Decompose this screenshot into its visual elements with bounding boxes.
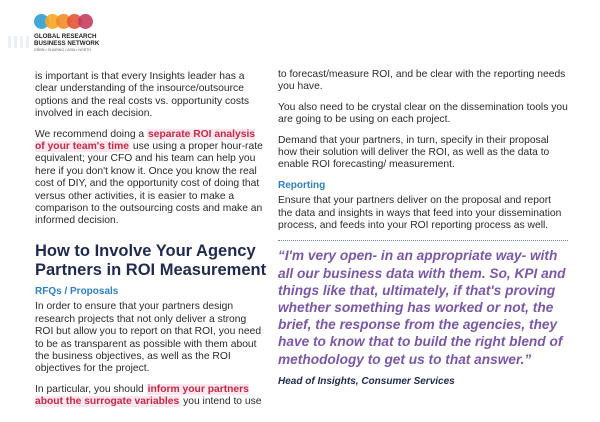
subheading-reporting: Reporting	[278, 179, 326, 191]
section-heading: How to Involve Your Agency Partners in ROI Measurement	[35, 241, 267, 279]
right-paragraph-3: Demand that your partners, in turn, specify in their proposal how their solution will deliver the ROI, as well as the data to enable ROI forecasting/ measurement.	[278, 134, 550, 171]
right-paragraph-2: You also need to be crystal clear on the dissemination tools you are going to be using on each project.	[278, 101, 568, 126]
right-paragraph-1: to forecast/measure ROI, and be clear with the reporting needs you have.	[278, 69, 566, 93]
highlight-roi-analysis: separate ROI analysis of your team's time	[35, 128, 256, 153]
text-run: you intend to use	[180, 396, 262, 408]
brand-tagline: GRBN • SHARING • ASIA • NORTH	[34, 48, 92, 52]
left-paragraph-3: In order to ensure that your partners design research projects that not only deliver a strong ROI but allow you to report on that ROI, you need to be as transparent as possible with them about the business objectives, as well as the ROI objectives for the project.	[35, 301, 262, 375]
dotted-divider	[278, 240, 568, 241]
text-run: use using a proper hour-rate equivalent; your CFO and his team can help you here if you don't know it. Once you know the real cost of DIY, and the opportunity cost of doing that versus other activities, it is easier to make a comparison to the outsourcing costs and make an informed decision.	[35, 141, 263, 227]
brand-name-line1: GLOBAL RESEARCH	[34, 33, 97, 40]
quote-attribution: Head of Insights, Consumer Services	[278, 375, 455, 387]
text-run: In particular, you should	[35, 383, 147, 395]
decorative-pattern	[8, 36, 32, 48]
pull-quote: “I'm very open- in an appropriate way- with all our business data with them. So, KPI and things like that, ultimately, if that's proving whether something has worked or not, the brief, the response from the agencies, they have to know that to build the right blend of methodology to get us to that answer.”	[278, 248, 566, 367]
highlight-inform-partners: inform your partners about the surrogate variables	[35, 383, 249, 408]
text-run: We recommend doing a	[35, 128, 147, 140]
left-paragraph-4	[35, 384, 267, 409]
right-column	[278, 69, 568, 396]
brand-name-line2: BUSINESS NETWORK	[34, 39, 100, 47]
brand-name	[34, 34, 114, 47]
brand-logo	[8, 6, 108, 68]
left-paragraph-2	[35, 129, 267, 228]
left-paragraph-1: is important is that every Insights leader has a clear understanding of the insource/outsource options and the real costs vs. opportunity costs involved in each decision.	[35, 71, 250, 120]
right-paragraph-4: Ensure that your partners deliver on the proposal and report the data and insights in ways that feed into your dissemination process, and feeds into your ROI reporting process as well.	[278, 195, 562, 232]
logo-circle	[78, 14, 93, 29]
subheading-rfqs: RFQs / Proposals	[35, 285, 119, 297]
left-column	[35, 71, 267, 417]
